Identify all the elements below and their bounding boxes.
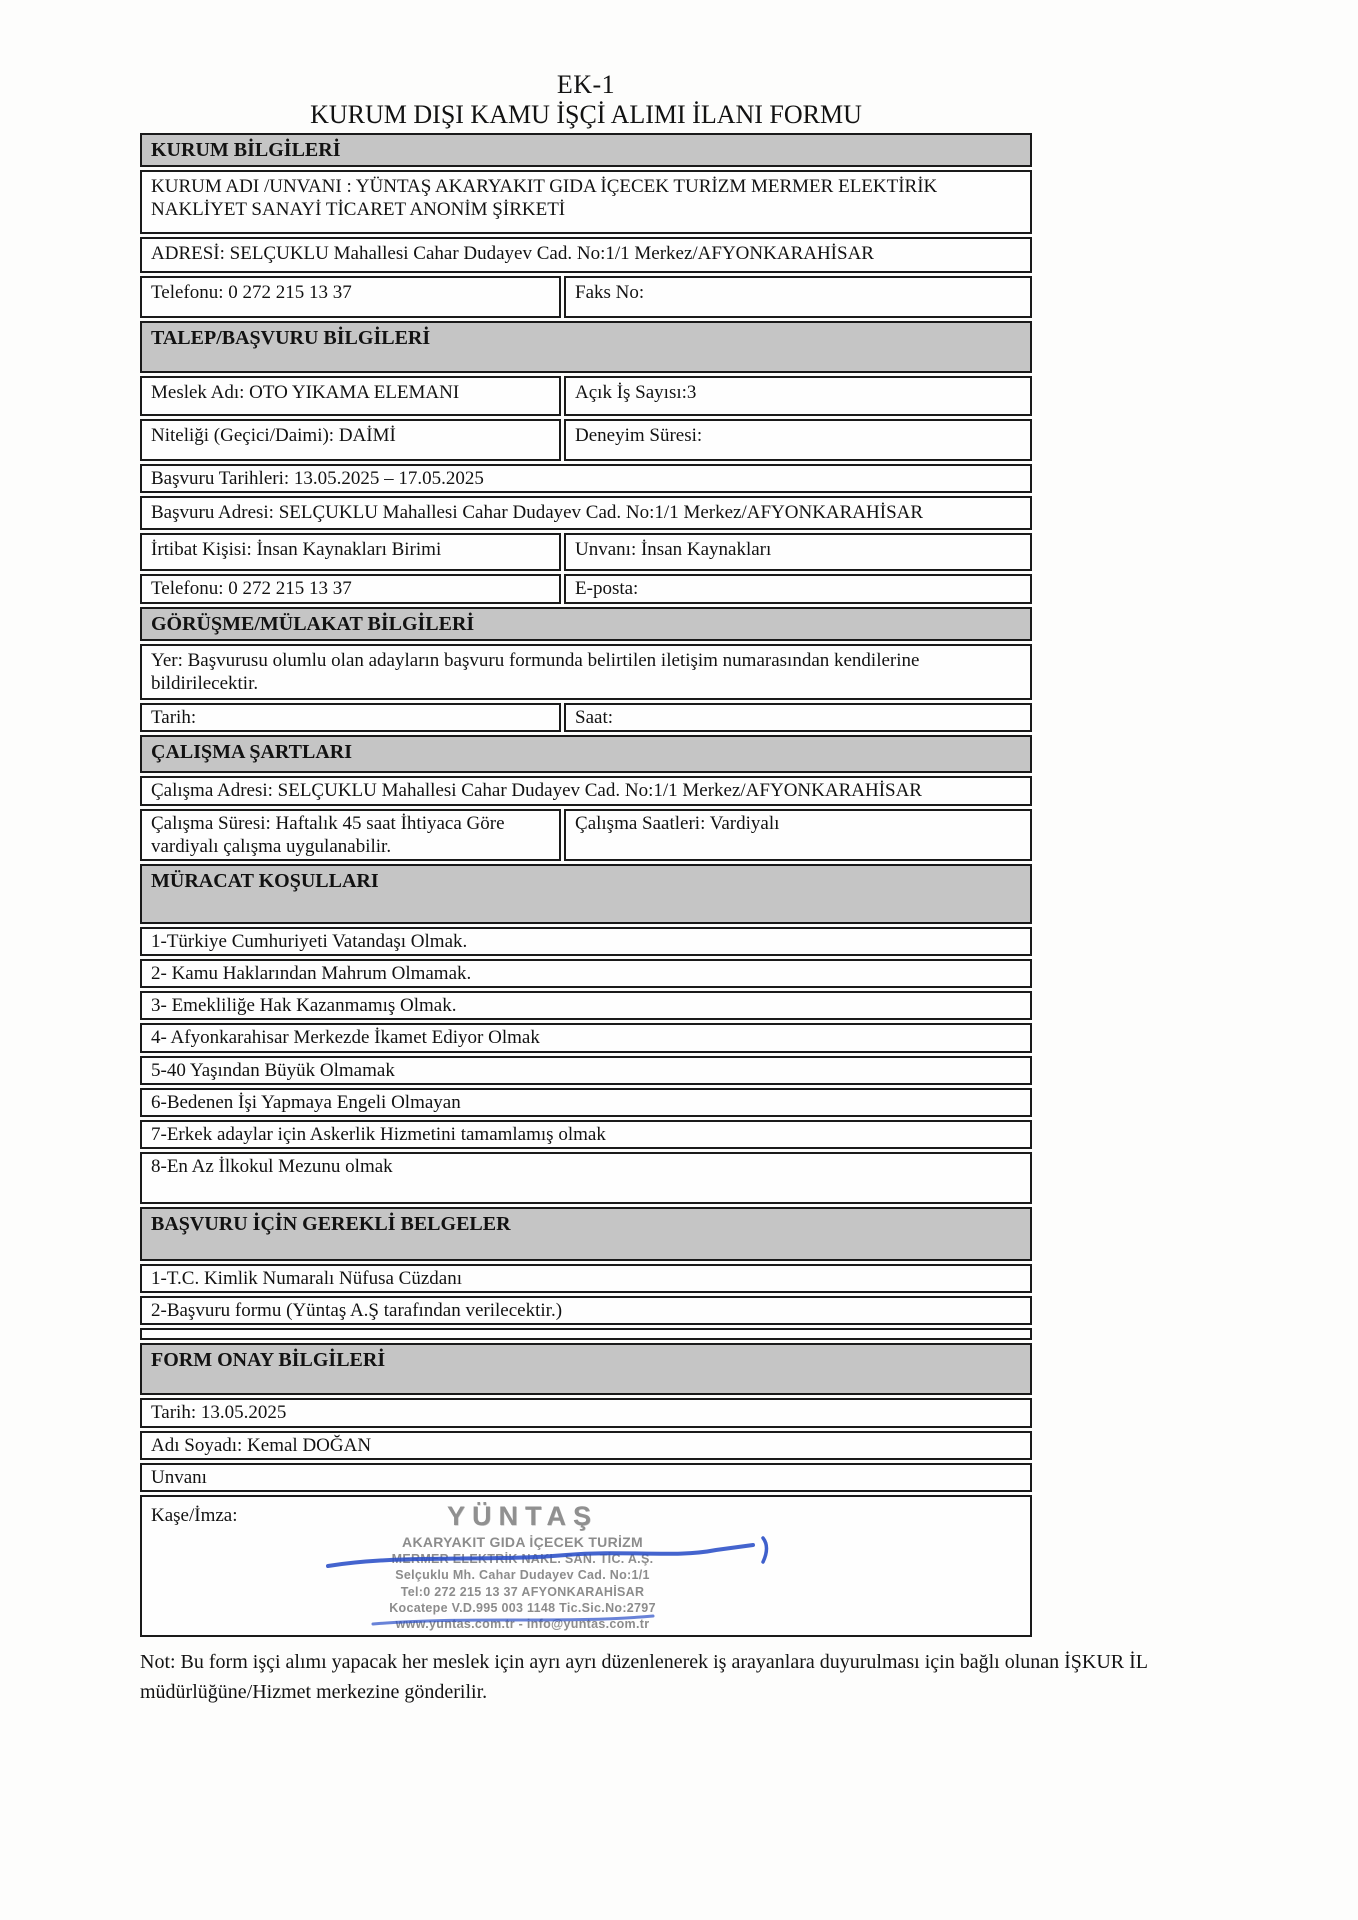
table-row xyxy=(140,1152,1032,1204)
section-header-form-onay: FORM ONAY BİLGİLERİ xyxy=(140,1343,1032,1395)
table-row xyxy=(140,1328,1032,1340)
table-row xyxy=(140,276,1032,318)
table-row xyxy=(140,809,1032,861)
table-row xyxy=(140,1056,1032,1085)
field-basvuru-adresi: Başvuru Adresi: SELÇUKLU Mahallesi Cahar Dudayev Cad. No:1/1 Merkez/AFYONKARAHİSAR xyxy=(140,496,1032,530)
empty-row xyxy=(140,1328,1032,1340)
table-row xyxy=(140,1023,1032,1052)
table-row xyxy=(140,1463,1032,1492)
table-row xyxy=(140,735,1032,773)
table-row xyxy=(140,419,1032,461)
field-irtibat-kisisi: İrtibat Kişisi: İnsan Kaynakları Birimi xyxy=(140,533,561,571)
table-row xyxy=(140,1120,1032,1149)
field-yer: Yer: Başvurusu olumlu olan adayların başvuru formunda belirtilen iletişim numarasından kendilerine bildirilecektir. xyxy=(140,644,1032,700)
stamp-company-name: YÜNTAŞ xyxy=(447,1501,599,1531)
stamp-line: Selçuklu Mh. Cahar Dudayev Cad. No:1/1 xyxy=(395,1568,650,1583)
field-kase-imza xyxy=(140,1495,1032,1637)
field-telefonu: Telefonu: 0 272 215 13 37 xyxy=(140,276,561,318)
field-eposta: E-posta: xyxy=(564,574,1032,603)
requirement-item: 6-Bedenen İşi Yapmaya Engeli Olmayan xyxy=(140,1088,1032,1117)
stamp-line: www.yuntas.com.tr - info@yuntas.com.tr xyxy=(395,1617,650,1632)
field-adi-soyadi: Adı Soyadı: Kemal DOĞAN xyxy=(140,1431,1032,1460)
table-row xyxy=(140,1495,1032,1637)
document-header xyxy=(140,0,1032,130)
kase-imza-label: Kaşe/İmza: xyxy=(151,1505,238,1526)
section-header-kurum-bilgileri: KURUM BİLGİLERİ xyxy=(140,133,1032,167)
table-row xyxy=(140,1088,1032,1117)
field-mulakat-saat: Saat: xyxy=(564,703,1032,732)
table-row xyxy=(140,1343,1032,1395)
table-row xyxy=(140,376,1032,416)
field-basvuru-tarihleri: Başvuru Tarihleri: 13.05.2025 – 17.05.2025 xyxy=(140,464,1032,493)
document-item: 1-T.C. Kimlik Numaralı Nüfusa Cüzdanı xyxy=(140,1264,1032,1293)
stamp-line: Kocatepe V.D.995 003 1148 Tic.Sic.No:2797 xyxy=(389,1600,656,1615)
section-header-talep-basvuru: TALEP/BAŞVURU BİLGİLERİ xyxy=(140,321,1032,373)
company-stamp xyxy=(343,1500,703,1632)
field-kurum-adi: KURUM ADI /UNVANI : YÜNTAŞ AKARYAKIT GIDA İÇECEK TURİZM MERMER ELEKTİRİK NAKLİYET SANAYİ TİCARET ANONİM ŞİRKETİ xyxy=(140,170,1032,234)
footer-note: Not: Bu form işçi alımı yapacak her meslek için ayrı ayrı düzenlenerek iş arayanlara duyurulması için bağlı olunan İŞKUR İL müdürlüğüne/Hizmet merkezine gönderilir. xyxy=(140,1651,1148,1704)
requirement-item: 7-Erkek adaylar için Askerlik Hizmetini tamamlamış olmak xyxy=(140,1120,1032,1149)
form-title: KURUM DIŞI KAMU İŞÇİ ALIMI İLANI FORMU xyxy=(310,99,862,129)
table-row xyxy=(140,464,1032,493)
field-mulakat-tarih: Tarih: xyxy=(140,703,561,732)
form-table xyxy=(140,133,1032,1638)
field-faks-no: Faks No: xyxy=(564,276,1032,318)
table-row xyxy=(140,1431,1032,1460)
table-row xyxy=(140,776,1032,805)
section-header-gorusme-mulakat: GÖRÜŞME/MÜLAKAT BİLGİLERİ xyxy=(140,607,1032,641)
stamp-line: AKARYAKIT GIDA İÇECEK TURİZM xyxy=(402,1533,643,1550)
section-header-calisma-sartlari: ÇALIŞMA ŞARTLARI xyxy=(140,735,1032,773)
table-row xyxy=(140,991,1032,1020)
table-row xyxy=(140,133,1032,167)
table-row xyxy=(140,959,1032,988)
stamp-line: Tel:0 272 215 13 37 AFYONKARAHİSAR xyxy=(400,1584,645,1599)
table-row xyxy=(140,170,1032,234)
requirement-item: 5-40 Yaşından Büyük Olmamak xyxy=(140,1056,1032,1085)
table-row xyxy=(140,574,1032,603)
form-code: EK-1 xyxy=(556,70,616,99)
section-header-muracat-kosullari: MÜRACAT KOŞULLARI xyxy=(140,864,1032,924)
field-acik-is-sayisi: Açık İş Sayısı:3 xyxy=(564,376,1032,416)
field-onay-unvani: Unvanı xyxy=(140,1463,1032,1492)
table-row xyxy=(140,1398,1032,1427)
field-adresi: ADRESİ: SELÇUKLU Mahallesi Cahar Dudayev Cad. No:1/1 Merkez/AFYONKARAHİSAR xyxy=(140,237,1032,273)
field-irtibat-telefonu: Telefonu: 0 272 215 13 37 xyxy=(140,574,561,603)
requirement-item: 1-Türkiye Cumhuriyeti Vatandaşı Olmak. xyxy=(140,927,1032,956)
table-row xyxy=(140,533,1032,571)
table-row xyxy=(140,644,1032,700)
requirement-item: 4- Afyonkarahisar Merkezde İkamet Ediyor Olmak xyxy=(140,1023,1032,1052)
table-row xyxy=(140,496,1032,530)
requirement-item: 8-En Az İlkokul Mezunu olmak xyxy=(140,1152,1032,1204)
field-calisma-suresi: Çalışma Süresi: Haftalık 45 saat İhtiyaca Göre vardiyalı çalışma uygulanabilir. xyxy=(140,809,561,861)
field-meslek-adi: Meslek Adı: OTO YIKAMA ELEMANI xyxy=(140,376,561,416)
field-niteligi: Niteliği (Geçici/Daimi): DAİMİ xyxy=(140,419,561,461)
field-onay-tarih: Tarih: 13.05.2025 xyxy=(140,1398,1032,1427)
stamp-line: MERMER ELEKTRİK NAKL. SAN. TİC. A.Ş. xyxy=(391,1552,654,1567)
table-row xyxy=(140,1296,1032,1325)
table-row xyxy=(140,1264,1032,1293)
table-row xyxy=(140,1207,1032,1261)
field-irtibat-unvani: Unvanı: İnsan Kaynakları xyxy=(564,533,1032,571)
document-item: 2-Başvuru formu (Yüntaş A.Ş tarafından verilecektir.) xyxy=(140,1296,1032,1325)
field-calisma-adresi: Çalışma Adresi: SELÇUKLU Mahallesi Cahar Dudayev Cad. No:1/1 Merkez/AFYONKARAHİSAR xyxy=(140,776,1032,805)
table-row xyxy=(140,321,1032,373)
requirement-item: 2- Kamu Haklarından Mahrum Olmamak. xyxy=(140,959,1032,988)
section-header-gerekli-belgeler: BAŞVURU İÇİN GEREKLİ BELGELER xyxy=(140,1207,1032,1261)
table-row xyxy=(140,703,1032,732)
table-row xyxy=(140,237,1032,273)
field-calisma-saatleri: Çalışma Saatleri: Vardiyalı xyxy=(564,809,1032,861)
table-row xyxy=(140,607,1032,641)
field-deneyim-suresi: Deneyim Süresi: xyxy=(564,419,1032,461)
requirement-item: 3- Emekliliğe Hak Kazanmamış Olmak. xyxy=(140,991,1032,1020)
table-row xyxy=(140,864,1032,924)
table-row xyxy=(140,927,1032,956)
